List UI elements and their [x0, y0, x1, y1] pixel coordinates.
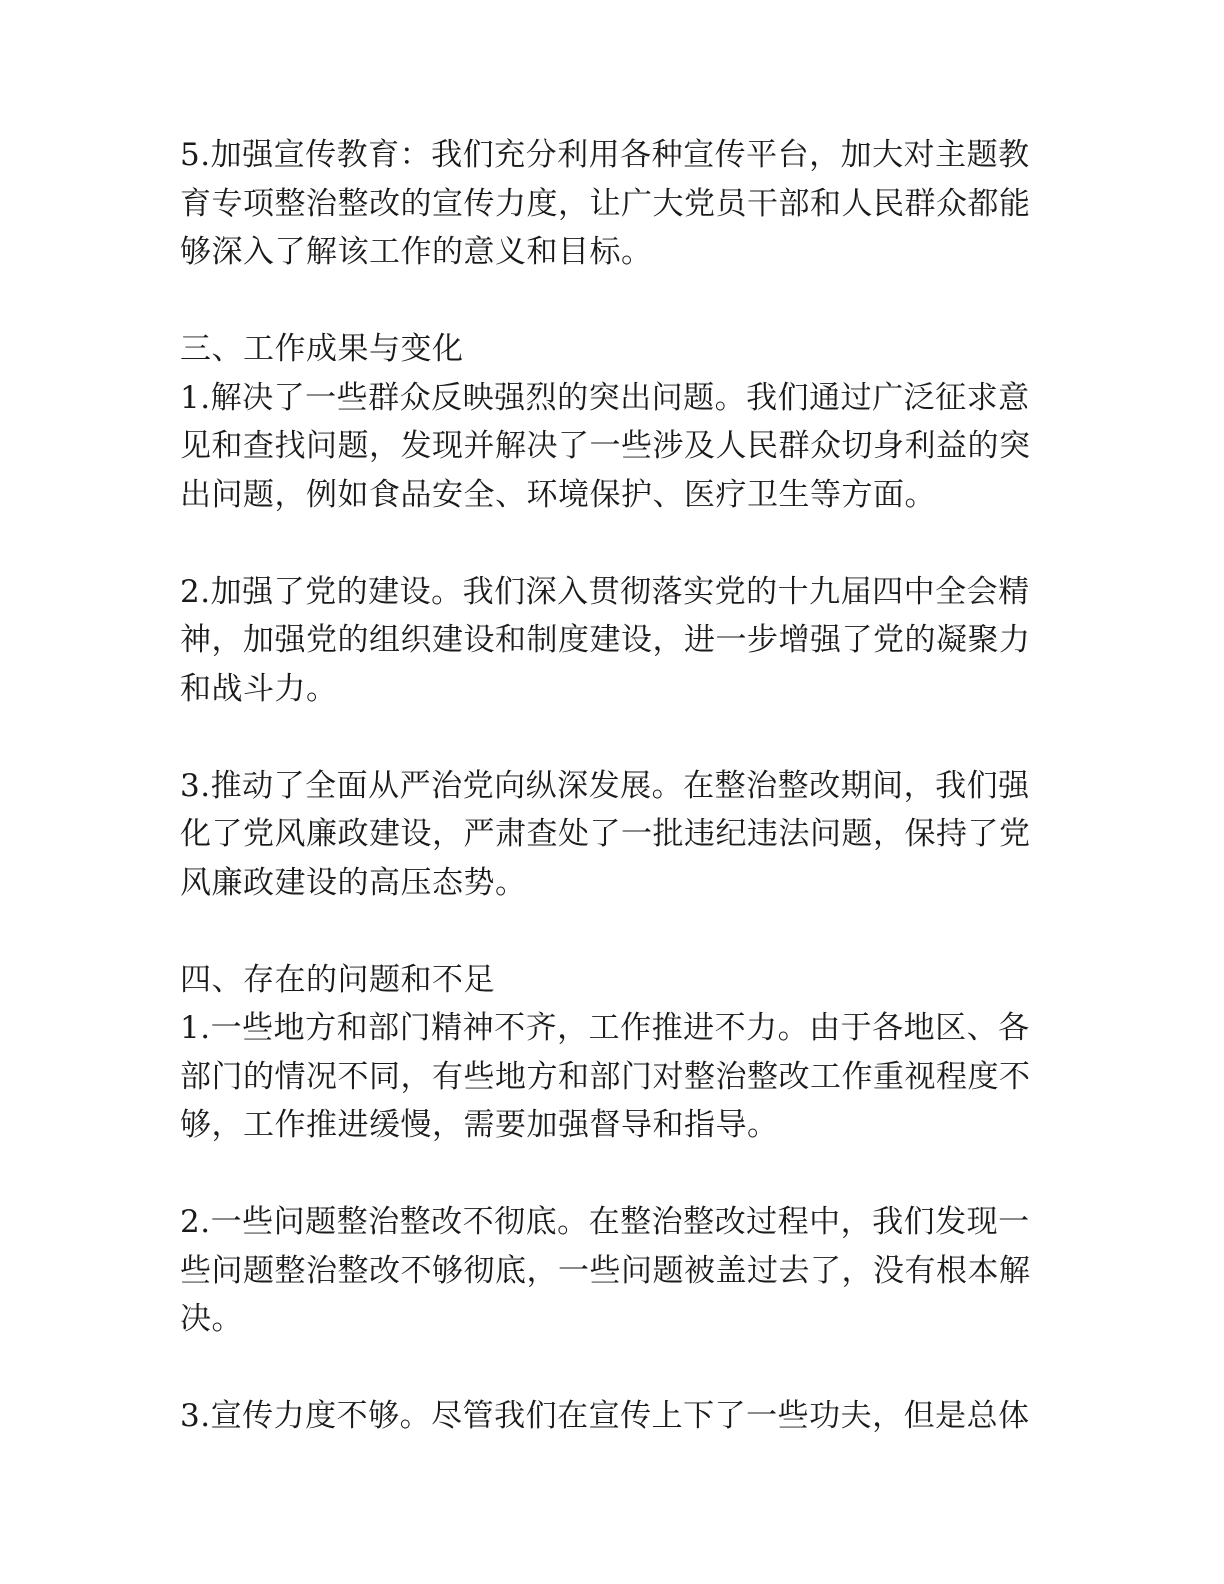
paragraph-result-2: 2.加强了党的建设。我们深入贯彻落实党的十九届四中全会精 神，加强党的组织建设和制度建设，进一步增强了党的凝聚力 和战斗力。: [180, 573, 1031, 707]
paragraph-propaganda-education: 5.加强宣传教育：我们充分利用各种宣传平台，加大对主题教 育专项整治整改的宣传力度，让广大党员干部和人民群众都能 够深入了解该工作的意义和目标。: [180, 137, 1031, 270]
section-heading-results: 三、工作成果与变化: [180, 331, 464, 367]
paragraph-problem-1: 1.一些地方和部门精神不齐，工作推进不力。由于各地区、各 部门的情况不同，有些地方和部门对整治整改工作重视程度不 够，工作推进缓慢，需要加强督导和指导。: [180, 1010, 1031, 1143]
paragraph-problem-2: 2.一些问题整治整改不彻底。在整治整改过程中，我们发现一 些问题整治整改不够彻底，一些问题被盖过去了，没有根本解 决。: [180, 1204, 1031, 1337]
document-body: [180, 131, 1045, 1441]
paragraph-result-3: 3.推动了全面从严治党向纵深发展。在整治整改期间，我们强 化了党风廉政建设，严肃查处了一批违纪违法问题，保持了党 风廉政建设的高压态势。: [180, 767, 1031, 901]
paragraph-result-1: 1.解决了一些群众反映强烈的突出问题。我们通过广泛征求意 见和查找问题，发现并解决了一些涉及人民群众切身利益的突 出问题，例如食品安全、环境保护、医疗卫生等方面。: [180, 379, 1031, 513]
section-heading-problems: 四、存在的问题和不足: [180, 961, 495, 998]
paragraph-problem-3: 3.宣传力度不够。尽管我们在宣传上下了一些功夫，但是总体: [180, 1398, 1030, 1434]
